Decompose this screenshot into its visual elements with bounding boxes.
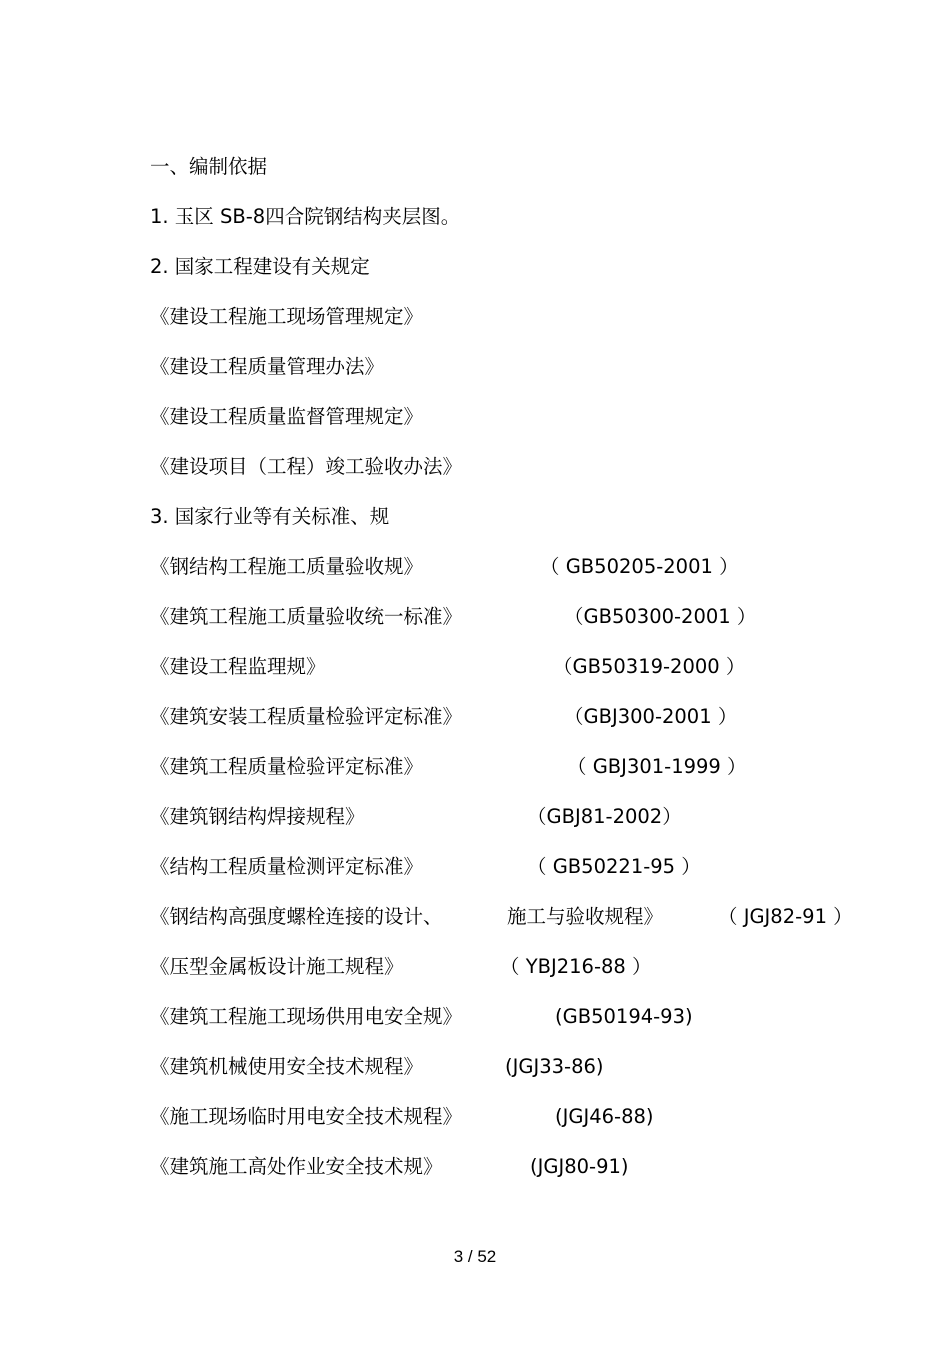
regulation-title: 《建设项目（工程）竣工验收办法》 bbox=[150, 455, 463, 478]
standard-title: 《建筑机械使用安全技术规程》 bbox=[150, 1055, 424, 1078]
standard-title: 《施工现场临时用电安全技术规程》 bbox=[150, 1105, 463, 1128]
standard-title: 《钢结构工程施工质量验收规》 bbox=[150, 555, 424, 578]
standard-title: 《建筑工程施工质量验收统一标准》 bbox=[150, 605, 463, 628]
list-item: 3. 国家行业等有关标准、规 bbox=[150, 505, 390, 528]
standard-code: (JGJ33-86) bbox=[505, 1055, 604, 1078]
standard-code: (JGJ46-88) bbox=[555, 1105, 654, 1128]
standard-title: 《建筑钢结构焊接规程》 bbox=[150, 805, 365, 828]
standard-title: 《建筑工程质量检验评定标准》 bbox=[150, 755, 424, 778]
standard-code: （GB50319-2000 ） bbox=[553, 655, 746, 678]
standard-title: 《压型金属板设计施工规程》 bbox=[150, 955, 404, 978]
standard-code: （ JGJ82-91 ） bbox=[718, 905, 853, 928]
standard-title: 《钢结构高强度螺栓连接的设计、 bbox=[150, 905, 443, 928]
standard-code: （ YBJ216-88 ） bbox=[500, 955, 652, 978]
standard-title: 《建设工程监理规》 bbox=[150, 655, 326, 678]
section-heading: 一、编制依据 bbox=[150, 155, 268, 178]
standard-code: （ GB50205-2001 ） bbox=[540, 555, 739, 578]
list-item: 1. 玉区 SB-8四合院钢结构夹层图。 bbox=[150, 205, 461, 228]
regulation-title: 《建设工程质量管理办法》 bbox=[150, 355, 385, 378]
page-number: 3 / 52 bbox=[453, 1247, 497, 1266]
standard-code: （GB50300-2001 ） bbox=[564, 605, 757, 628]
standard-title-continued: 施工与验收规程》 bbox=[507, 905, 664, 928]
standard-code: （ GBJ301-1999 ） bbox=[567, 755, 747, 778]
standard-code: （ GB50221-95 ） bbox=[527, 855, 701, 878]
standard-code: (JGJ80-91) bbox=[530, 1155, 629, 1178]
standard-title: 《建筑施工高处作业安全技术规》 bbox=[150, 1155, 443, 1178]
regulation-title: 《建设工程质量监督管理规定》 bbox=[150, 405, 424, 428]
standard-code: (GB50194-93) bbox=[555, 1005, 693, 1028]
standard-title: 《建筑安装工程质量检验评定标准》 bbox=[150, 705, 463, 728]
standard-title: 《结构工程质量检测评定标准》 bbox=[150, 855, 424, 878]
regulation-title: 《建设工程施工现场管理规定》 bbox=[150, 305, 424, 328]
list-item: 2. 国家工程建设有关规定 bbox=[150, 255, 370, 278]
standard-code: （GBJ81-2002） bbox=[527, 805, 682, 828]
standard-code: （GBJ300-2001 ） bbox=[564, 705, 738, 728]
standard-title: 《建筑工程施工现场供用电安全规》 bbox=[150, 1005, 463, 1028]
